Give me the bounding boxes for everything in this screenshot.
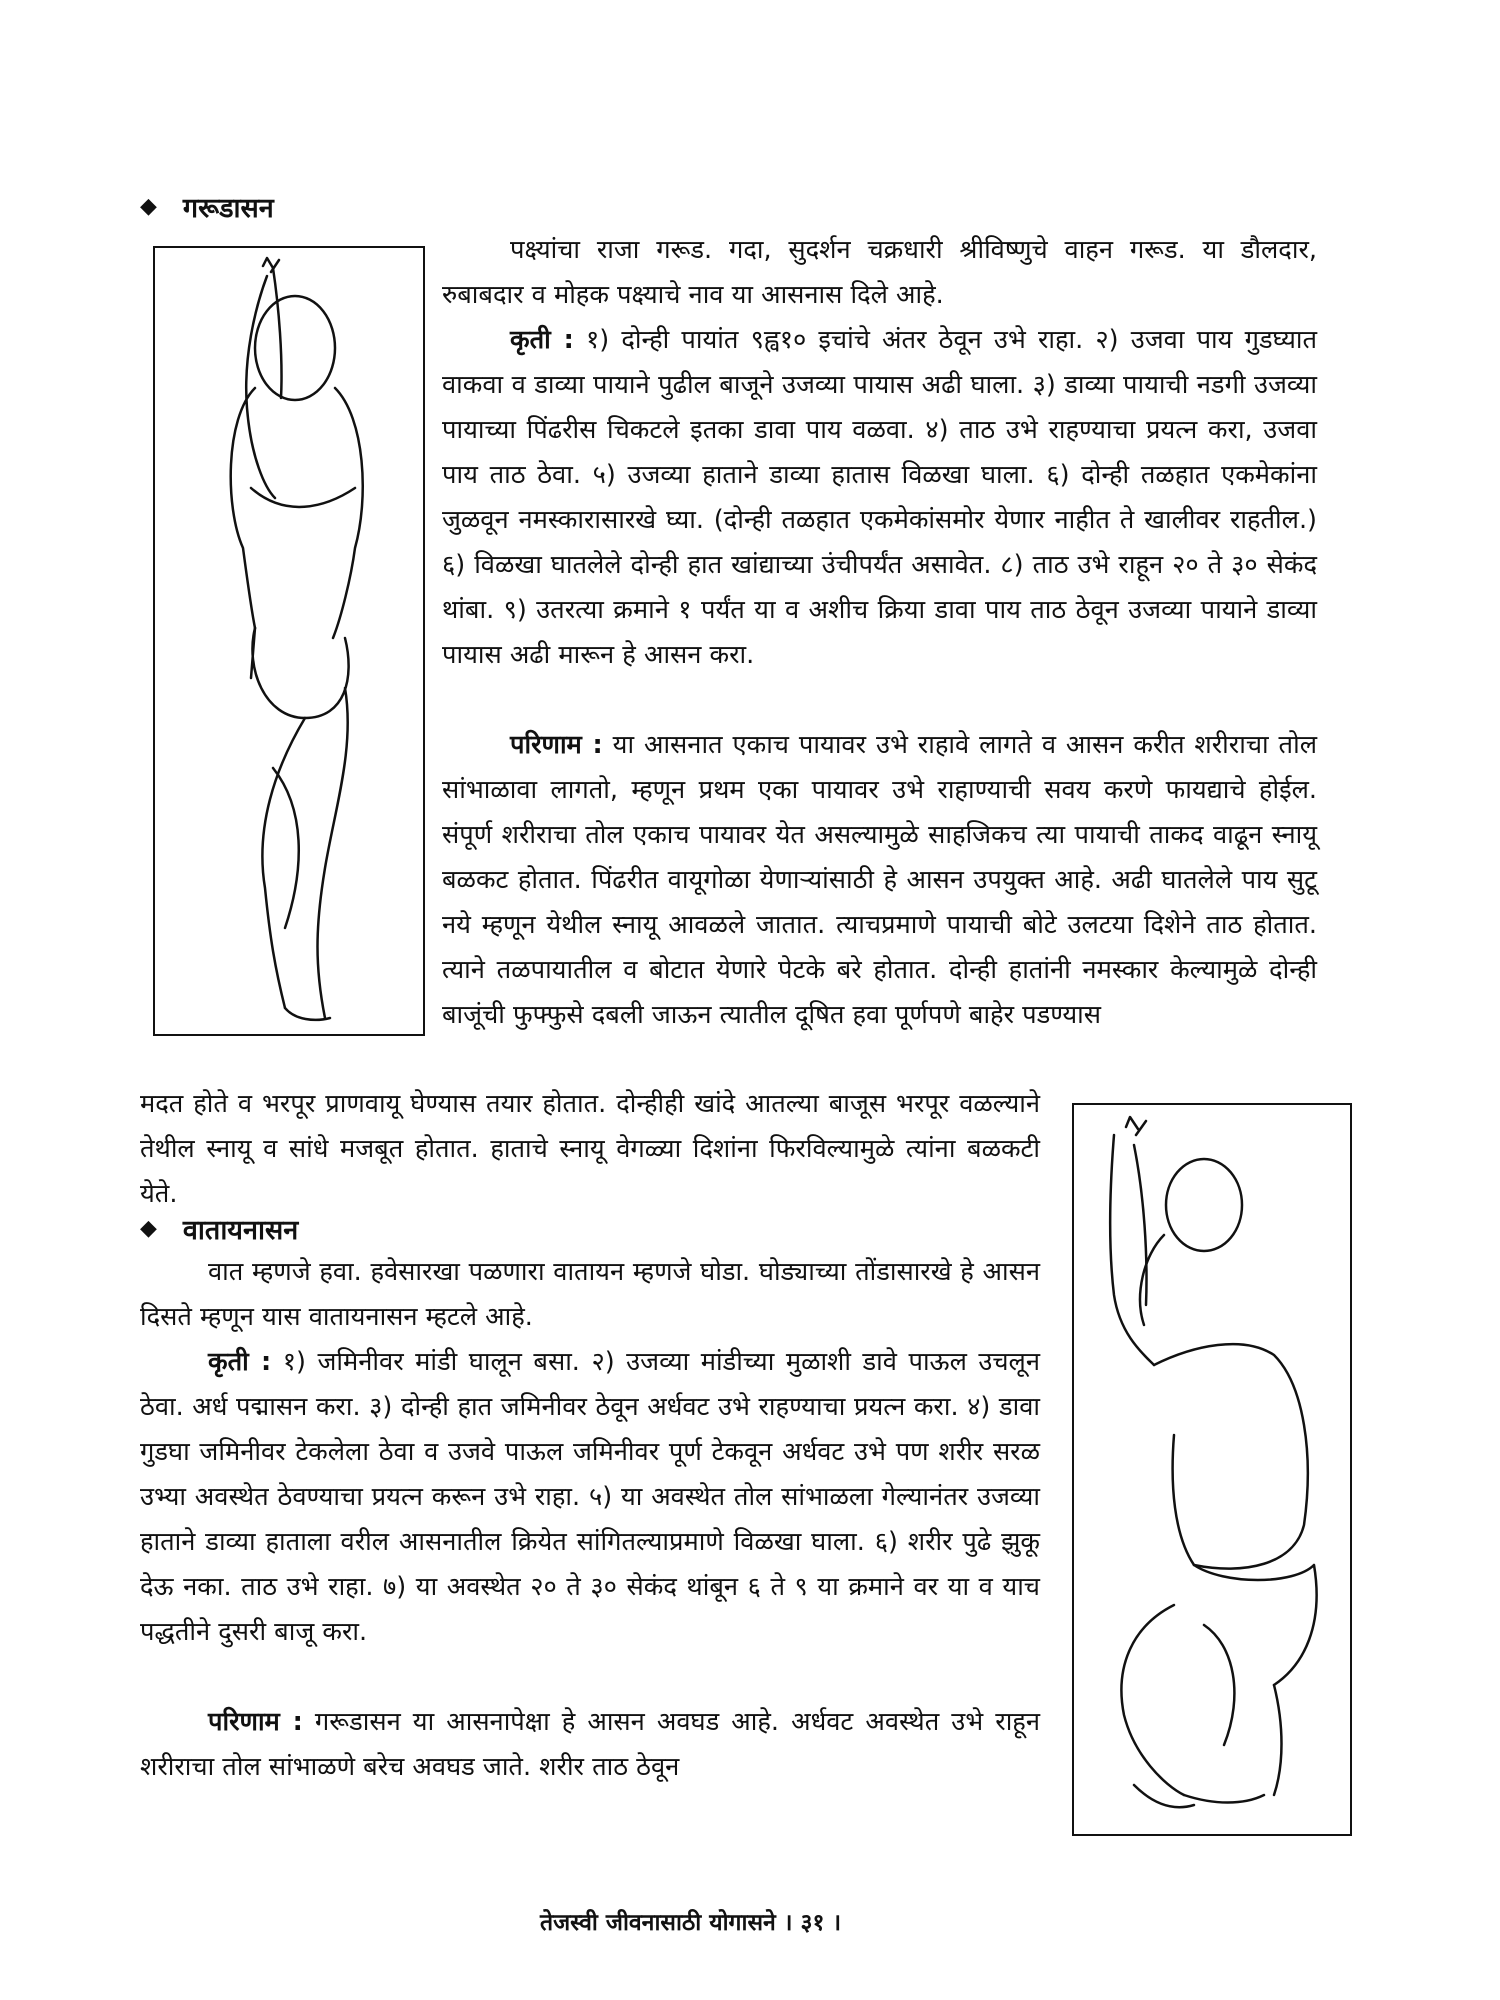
section-heading-vatayanasana — [140, 1210, 298, 1247]
vatayanasana-kruti — [140, 1340, 1040, 1655]
garudasana-parinam-cont: मदत होते व भरपूर प्राणवायू घेण्यास तयार होतात. दोन्हीही खांदे आतल्या बाजूस भरपूर वळल्याने तेथील स्नायू व सांधे मजबूत होतात. हाताचे स्नायू वेगळ्या दिशांना फिरविल्यामुळे त्यांना बळकटी येते. — [140, 1089, 1040, 1209]
heading-text: गरूडासन — [182, 193, 274, 224]
heading-text: वातायनासन — [182, 1215, 299, 1246]
section-heading-garudasana — [140, 188, 274, 225]
page-footer: तेजस्वी जीवनासाठी योगासने । ३१ । — [540, 1910, 842, 1936]
kruti-label: कृती : — [208, 1347, 272, 1377]
garudasana-illustration — [153, 246, 425, 1036]
garudasana-intro: पक्ष्यांचा राजा गरूड. गदा, सुदर्शन चक्रधारी श्रीविष्णुचे वाहन गरूड. या डौलदार, रुबाबदार व मोहक पक्ष्याचे नाव या आसनास दिले आहे. — [442, 235, 1317, 310]
kruti-label: कृती : — [510, 325, 574, 355]
vatayanasana-parinam — [140, 1700, 1040, 1790]
vatayanasana-intro: वात म्हणजे हवा. हवेसारखा पळणारा वातायन म्हणजे घोडा. घोड्याच्या तोंडासारखे हे आसन दिसते म्हणून यास वातायनासन म्हटले आहे. — [140, 1257, 1040, 1332]
parinam-label: परिणाम : — [510, 730, 603, 760]
parinam-text: गरूडासन या आसनापेक्षा हे आसन अवघड आहे. अर्धवट अवस्थेत उभे राहून शरीराचा तोल सांभाळणे बरेच अवघड जाते. शरीर ताठ ठेवून — [140, 1707, 1041, 1782]
garudasana-kruti — [442, 318, 1317, 678]
parinam-text: या आसनात एकाच पायावर उभे राहावे लागते व आसन करीत शरीराचा तोल सांभाळावा लागतो, म्हणून प्रथम एका पायावर उभे राहाण्याची सवय करणे फायद्याचे होईल. संपूर्ण शरीराचा तोल एकाच पायावर येत असल्यामुळे साहजिकच त्या पायाची ताकद वाढून स्नायू बळकट होतात. पिंढरीत वायूगोळा येणाऱ्यांसाठी हे आसन उपयुक्त आहे. अढी घातलेले पाय सुटू नये म्हणून येथील स्नायू आवळले जातात. त्याचप्रमाणे पायाची बोटे उलटया दिशेने ताठ होतात. त्याने तळपायातील व बोटात येणारे पेटके बरे होतात. दोन्ही हातांनी नमस्कार केल्यामुळे दोन्ही बाजूंची फुफ्फुसे दबली जाऊन त्यातील दूषित हवा पूर्णपणे बाहेर पडण्यास — [442, 730, 1317, 1030]
kruti-text: १) जमिनीवर मांडी घालून बसा. २) उजव्या मांडीच्या मुळाशी डावे पाऊल उचलून ठेवा. अर्ध पद्मासन करा. ३) दोन्ही हात जमिनीवर ठेवून अर्धवट उभे राहण्याचा प्रयत्न करा. ४) डावा गुडघा जमिनीवर टेकलेला ठेवा व उजवे पाऊल जमिनीवर पूर्ण टेकवून अर्धवट उभे पण शरीर सरळ उभ्या अवस्थेत ठेवण्याचा प्रयत्न करून उभे राहा. ५) या अवस्थेत तोल सांभाळला गेल्यानंतर उजव्या हाताने डाव्या हाताला वरील आसनातील क्रियेत सांगितल्याप्रमाणे विळखा घाला. ६) शरीर पुढे झुकू देऊ नका. ताठ उभे राहा. ७) या अवस्थेत २० ते ३० सेकंद थांबून ६ ते ९ या क्रमाने वर या व याच पद्धतीने दुसरी बाजू करा. — [140, 1347, 1040, 1647]
vatayanasana-illustration — [1072, 1103, 1352, 1836]
diamond-bullet-icon: ◆ — [140, 1216, 157, 1241]
diamond-bullet-icon: ◆ — [140, 194, 157, 219]
garudasana-parinam — [442, 723, 1317, 1038]
parinam-label: परिणाम : — [208, 1707, 303, 1737]
kruti-text: १) दोन्ही पायांत ९ह्व१० इचांचे अंतर ठेवून उभे राहा. २) उजवा पाय गुडघ्यात वाकवा व डाव्या पायाने पुढील बाजूने उजव्या पायास अढी घाला. ३) डाव्या पायाची नडगी उजव्या पायाच्या पिंढरीस चिकटले इतका डावा पाय वळवा. ४) ताठ उभे राहण्याचा प्रयत्न करा, उजवा पाय ताठ ठेवा. ५) उजव्या हाताने डाव्या हातास विळखा घाला. ६) दोन्ही तळहात एकमेकांना जुळवून नमस्कारासारखे घ्या. (दोन्ही तळहात एकमेकांसमोर येणार नाहीत ते खालीवर राहतील.) ६) विळखा घातलेले दोन्ही हात खांद्याच्या उंचीपर्यंत असावेत. ८) ताठ उभे राहून २० ते ३० सेकंद थांबा. ९) उतरत्या क्रमाने १ पर्यंत या व अशीच क्रिया डावा पाय ताठ ठेवून उजव्या पायाने डाव्या पायास अढी मारून हे आसन करा. — [442, 325, 1317, 670]
